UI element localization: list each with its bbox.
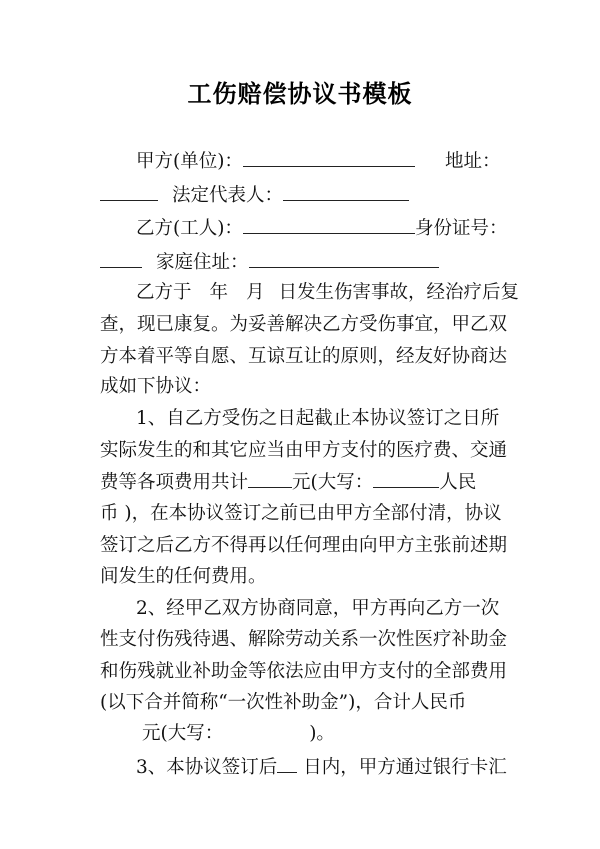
- days-blank: [277, 754, 297, 773]
- party-b-worker-blank: [243, 215, 415, 234]
- lump-sum-words-blank: [223, 721, 309, 739]
- body-line: 实际发生的和其它应当由甲方支付的医疗费、交通: [100, 440, 508, 461]
- body-line: 查，现已康复。为妥善解决乙方受伤事宜，甲乙双: [100, 314, 508, 335]
- body-line: (以下合并简称“一次性补助金”)，合计人民币: [100, 692, 467, 713]
- address-label: 地址：: [444, 151, 501, 172]
- body-line: 币 )，在本协议签订之前已由甲方全部付清，协议: [100, 503, 502, 524]
- body-line: 费等各项费用共计 元(大写： 人民: [100, 469, 476, 496]
- body-line: 元(大写： )。: [142, 723, 335, 744]
- body-line: 签订之后乙方不得再以任何理由向甲方主张前述期: [100, 535, 508, 556]
- body-line: 性支付伤残待遇、解除劳动关系一次性医疗补助金: [100, 629, 508, 650]
- party-b-worker-label: 乙方(工人)：: [136, 218, 243, 239]
- document-title: 工伤赔偿协议书模板: [187, 80, 413, 108]
- amount-blank: [248, 469, 292, 488]
- legal-rep-line: [100, 182, 409, 209]
- body-line: 方本着平等自愿、互谅互让的原则，经友好协商达: [100, 346, 508, 367]
- home-address-blank: [249, 249, 439, 268]
- amount-words-blank: [373, 469, 439, 488]
- id-number-blank: [100, 249, 142, 268]
- id-number-label: 身份证号：: [414, 218, 508, 239]
- party-a-unit-label: 甲方(单位)：: [136, 151, 243, 172]
- legal-rep-label: 法定代表人：: [172, 185, 284, 206]
- party-a-unit-blank: [243, 148, 415, 167]
- party-a-unit-line: [136, 148, 500, 175]
- body-line: 成如下协议：: [100, 376, 212, 397]
- body-line: 乙方于 年 月 日发生伤害事故，经治疗后复: [136, 282, 520, 303]
- party-b-worker-line: [136, 215, 507, 242]
- body-line: 间发生的任何费用。: [100, 566, 267, 587]
- body-line: 和伤残就业补助金等依法应由甲方支付的全部费用: [100, 661, 508, 682]
- legal-rep-blank: [283, 182, 409, 201]
- home-address-line: [100, 249, 439, 276]
- address-blank: [100, 182, 158, 201]
- clause-3-start: 3、本协议签订后 日内，甲方通过银行卡汇: [136, 754, 507, 781]
- clause-1-start: 1、自乙方受伤之日起截止本协议签订之日所: [136, 408, 500, 429]
- home-address-label: 家庭住址：: [156, 252, 249, 273]
- clause-2-start: 2、经甲乙双方协商同意，甲方再向乙方一次: [136, 598, 500, 619]
